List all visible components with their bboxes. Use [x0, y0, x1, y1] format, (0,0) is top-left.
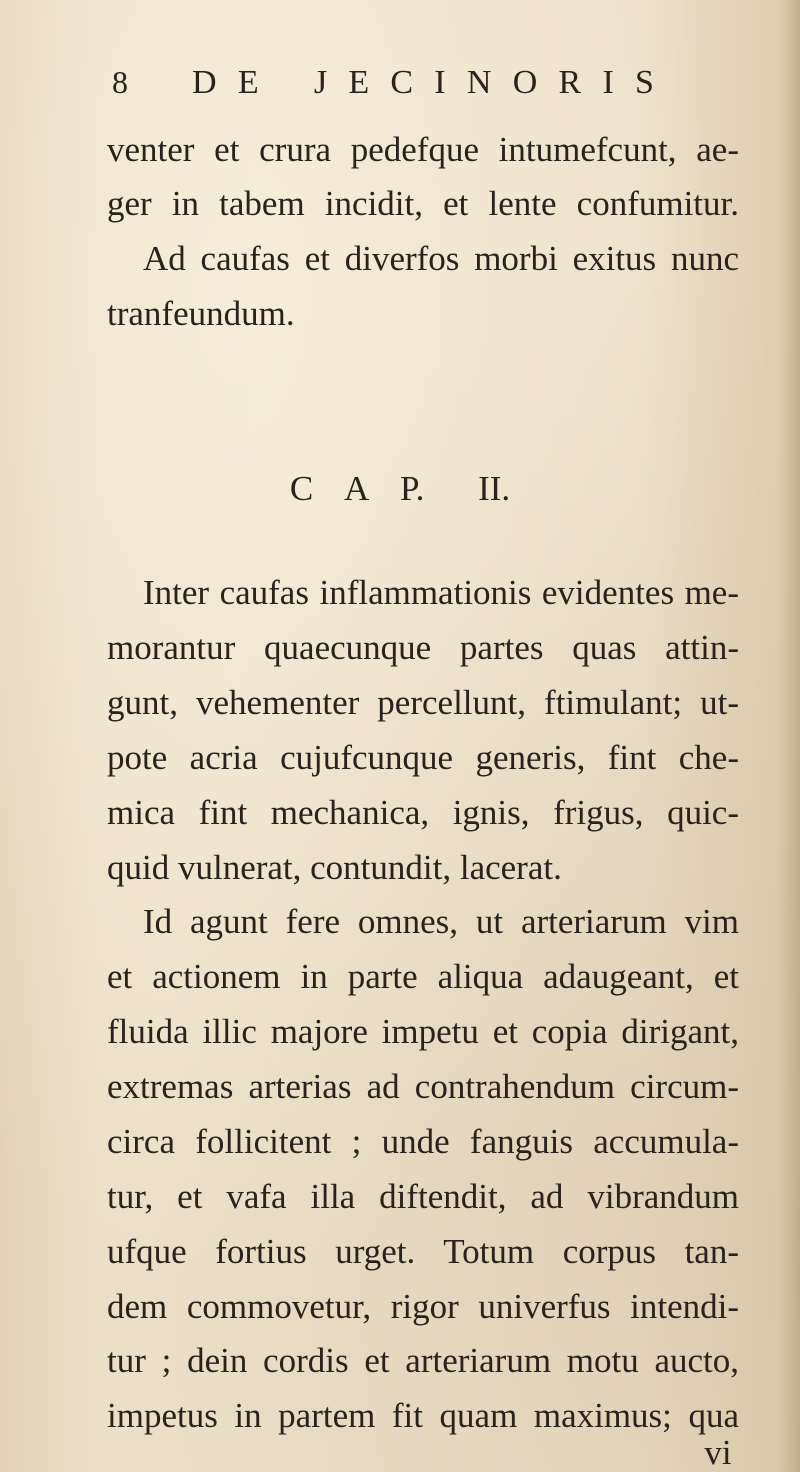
text-line: gunt, vehementer percellunt, ftimulant; ut-: [107, 683, 739, 722]
page-edge-shadow: [778, 0, 800, 1472]
running-title-letter: O: [512, 64, 538, 101]
chapter-label-letter: A: [343, 469, 370, 508]
text-line: morantur quaecunque partes quas attin-: [107, 628, 739, 667]
text-line: Ad caufas et diverfos morbi exitus nunc: [143, 239, 739, 278]
chapter-label-letter: P.: [399, 469, 425, 508]
running-title-letter: I: [602, 64, 614, 101]
running-title-letter: E: [348, 64, 370, 101]
chapter-heading: [0, 462, 800, 516]
page-number: 8: [112, 64, 128, 100]
text-line: mica fint mechanica, ignis, frigus, quic-: [107, 793, 739, 832]
running-header: [112, 64, 672, 110]
text-line: extremas arterias ad contrahendum circum-: [107, 1067, 739, 1106]
running-title-letter: C: [390, 64, 414, 101]
text-line: Id agunt fere omnes, ut arteriarum vim: [143, 902, 739, 941]
text-line: tranfeundum.: [107, 294, 295, 333]
text-line: tur, et vafa illa diftendit, ad vibrandum: [107, 1177, 739, 1216]
text-line: ufque fortius urget. Totum corpus tan-: [107, 1232, 739, 1271]
text-line: impetus in partem fit quam maximus; qua: [107, 1396, 739, 1435]
text-line: Inter caufas inflammationis evidentes me-: [143, 573, 739, 612]
text-line: dem commovetur, rigor univerfus intendi-: [107, 1287, 739, 1326]
chapter-numeral: II.: [478, 469, 511, 508]
text-line: venter et crura pedefque intumefcunt, ae-: [107, 130, 739, 169]
catchword: vi: [704, 1433, 732, 1472]
running-title-letter: S: [635, 64, 654, 101]
text-line: et actionem in parte aliqua adaugeant, et: [107, 957, 739, 996]
running-title-letter: N: [466, 64, 492, 101]
running-title-letter: D: [192, 64, 217, 101]
text-line: pote acria cujufcunque generis, fint che-: [107, 738, 739, 777]
running-title-letter: I: [434, 64, 446, 101]
text-line: ger in tabem incidit, et lente confumitur.: [107, 184, 739, 223]
text-line: circa follicitent ; unde fanguis accumula-: [107, 1122, 739, 1161]
running-title-letter: E: [237, 64, 259, 101]
text-line: tur ; dein cordis et arteriarum motu aucto,: [107, 1341, 739, 1380]
running-title-letter: R: [558, 64, 582, 101]
text-line: quid vulnerat, contundit, lacerat.: [107, 848, 562, 887]
running-title: [192, 64, 654, 102]
text-line: fluida illic majore impetu et copia dirigant,: [107, 1012, 739, 1051]
running-title-letter: J: [313, 64, 328, 101]
chapter-label-letter: C: [289, 469, 314, 508]
